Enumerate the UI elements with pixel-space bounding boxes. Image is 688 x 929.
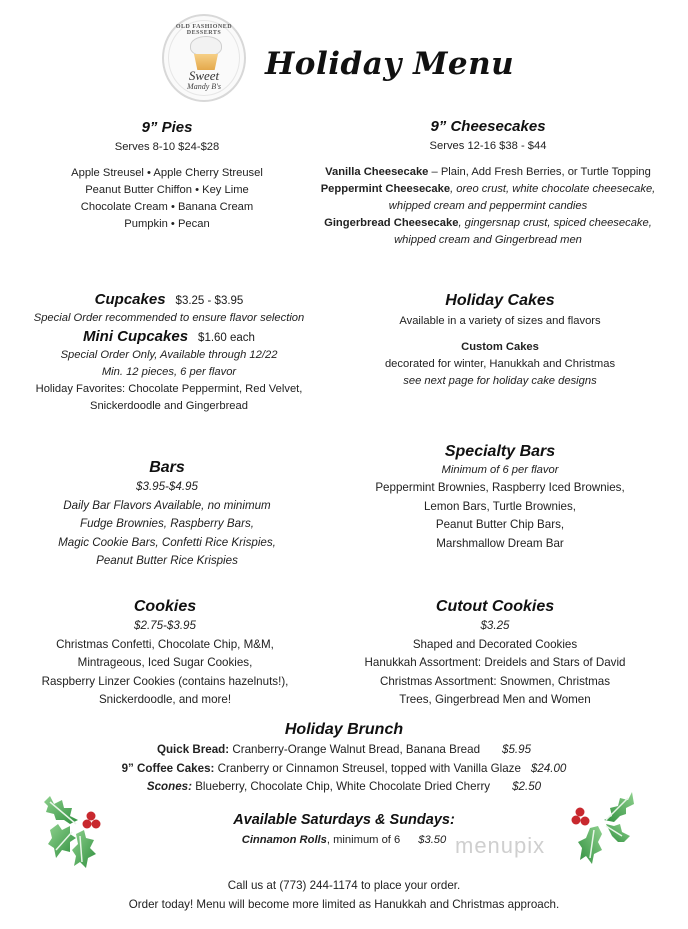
item-price: $24.00	[530, 761, 567, 775]
page-title: Holiday Menu	[265, 46, 515, 82]
holly-icon	[36, 790, 116, 870]
menu-line: Holiday Favorites: Chocolate Peppermint, Red Velvet,	[35, 383, 303, 395]
note: Min. 12 pieces, 6 per flavor	[101, 366, 237, 378]
bakery-logo	[162, 14, 246, 102]
holly-icon	[562, 784, 642, 864]
section-cutout-cookies	[335, 597, 655, 710]
item-label: Quick Bread:	[156, 743, 230, 756]
item-label: 9” Coffee Cakes:	[121, 761, 215, 775]
menu-line: Hanukkah Assortment: Dreidels and Stars of David	[364, 656, 626, 669]
item-desc: Blueberry, Chocolate Chip, White Chocolate Dried Cherry	[191, 780, 491, 793]
item-desc: – Plain, Add Fresh Berries, or Turtle Topping	[428, 166, 651, 178]
item-price: $3.50	[418, 834, 447, 846]
menu-line: decorated for winter, Hanukkah and Christmas	[384, 358, 616, 370]
menu-line: Peanut Butter Chiffon • Key Lime	[85, 184, 249, 196]
price: $1.60 each	[198, 332, 255, 344]
muffin-icon	[190, 36, 222, 56]
menu-line: Lemon Bars, Turtle Brownies,	[423, 499, 577, 513]
note: Special Order Only, Available through 12/22	[60, 349, 278, 361]
item-desc: Cranberry-Orange Walnut Bread, Banana Bread	[229, 743, 481, 756]
section-title: Bars	[149, 459, 185, 476]
section-title: Cutout Cookies	[435, 598, 555, 615]
menu-line: Peanut Butter Rice Krispies	[96, 554, 238, 567]
footer-note: Order today! Menu will become more limited as Hanukkah and Christmas approach.	[128, 897, 560, 911]
menu-line: Chocolate Cream • Banana Cream	[80, 201, 254, 213]
section-cookies	[15, 597, 315, 710]
item-price: $2.50	[512, 780, 542, 793]
brunch-item	[60, 760, 628, 779]
note: Minimum of 6 per flavor	[441, 464, 559, 476]
logo-name-line1: Sweet	[188, 68, 220, 83]
section-bars	[22, 458, 312, 571]
menu-line: Christmas Confetti, Chocolate Chip, M&M,	[56, 637, 274, 651]
section-subtitle: Serves 12-16 $38 - $44	[429, 140, 547, 152]
item-desc: Cranberry or Cinnamon Streusel, topped with Vanilla Glaze	[214, 761, 521, 775]
item-desc: , minimum of 6	[326, 834, 401, 846]
section-cupcakes	[10, 290, 328, 415]
section-holiday-cakes	[340, 291, 660, 390]
menu-line: Peppermint Brownies, Raspberry Iced Brownies,	[375, 481, 625, 494]
section-title: Available Saturdays & Sundays:	[233, 812, 455, 828]
section-title: Holiday Cakes	[445, 292, 555, 309]
item-name: Cinnamon Rolls	[241, 834, 327, 846]
menu-line: Pumpkin • Pecan	[124, 218, 210, 230]
menu-line: Peanut Butter Chip Bars,	[435, 518, 565, 531]
menu-line: Magic Cookie Bars, Confetti Rice Krispies,	[58, 535, 276, 549]
brunch-item	[60, 741, 628, 760]
note: see next page for holiday cake designs	[403, 375, 597, 387]
logo-name-line2: Mandy B's	[187, 82, 221, 91]
menu-line: Mintrageous, Iced Sugar Cookies,	[77, 656, 253, 669]
menu-item	[288, 164, 688, 181]
item-label: Scones:	[146, 780, 192, 793]
section-title: 9” Cheesecakes	[430, 118, 546, 135]
item-price: $5.95	[502, 743, 532, 756]
menu-item	[288, 215, 688, 232]
menu-line: Shaped and Decorated Cookies	[412, 637, 578, 651]
menu-line: Apple Streusel • Apple Cherry Streusel	[71, 167, 263, 179]
section-pies	[22, 118, 312, 233]
item-desc: , oreo crust, white chocolate cheesecake,	[450, 183, 656, 195]
item-name: Peppermint Cheesecake	[320, 183, 451, 195]
note: Special Order recommended to ensure flavor selection	[33, 312, 305, 324]
brunch-item	[60, 778, 628, 797]
subsection-title: Mini Cupcakes	[83, 328, 189, 345]
menu-line: Christmas Assortment: Snowmen, Christmas	[379, 674, 610, 688]
price: $2.75-$3.95	[134, 619, 196, 632]
price: $3.25	[480, 619, 510, 632]
section-specialty-bars	[340, 442, 660, 553]
menu-line: Snickerdoodle, and more!	[98, 693, 232, 706]
price: $3.95-$4.95	[136, 480, 198, 493]
menu-line: Daily Bar Flavors Available, no minimum	[63, 498, 271, 512]
menu-line: Raspberry Linzer Cookies (contains hazelnuts!),	[41, 674, 289, 688]
menu-line: Fudge Brownies, Raspberry Bars,	[80, 517, 254, 530]
section-holiday-brunch	[60, 720, 628, 797]
menu-item	[288, 181, 688, 198]
section-subtitle: Available in a variety of sizes and flavors	[399, 315, 601, 327]
menu-line: Trees, Gingerbread Men and Women	[399, 693, 591, 706]
logo-tagline: OLD FASHIONED DESSERTS	[175, 24, 233, 36]
item-name: Vanilla Cheesecake	[325, 166, 429, 178]
section-title: 9” Pies	[141, 119, 193, 136]
subsection-title: Custom Cakes	[461, 341, 539, 353]
section-title: Cookies	[133, 598, 197, 615]
item-name: Gingerbread Cheesecake	[324, 217, 459, 229]
section-title: Cupcakes	[94, 291, 166, 308]
section-cheesecakes	[288, 117, 688, 249]
item-desc-cont: whipped cream and Gingerbread men	[394, 234, 582, 246]
section-title: Holiday Brunch	[284, 721, 404, 738]
price: $3.25 - $3.95	[175, 295, 244, 307]
menu-line: Snickerdoodle and Gingerbread	[90, 400, 248, 412]
footer-call: Call us at (773) 244-1174 to place your order.	[227, 879, 461, 892]
section-title: Specialty Bars	[444, 443, 556, 460]
watermark: menupix	[455, 833, 546, 858]
item-desc: , gingersnap crust, spiced cheesecake,	[458, 217, 652, 229]
footer	[60, 877, 628, 914]
item-desc-cont: whipped cream and peppermint candies	[388, 200, 588, 212]
menu-line: Marshmallow Dream Bar	[436, 536, 564, 550]
section-subtitle: Serves 8-10 $24-$28	[114, 141, 220, 153]
